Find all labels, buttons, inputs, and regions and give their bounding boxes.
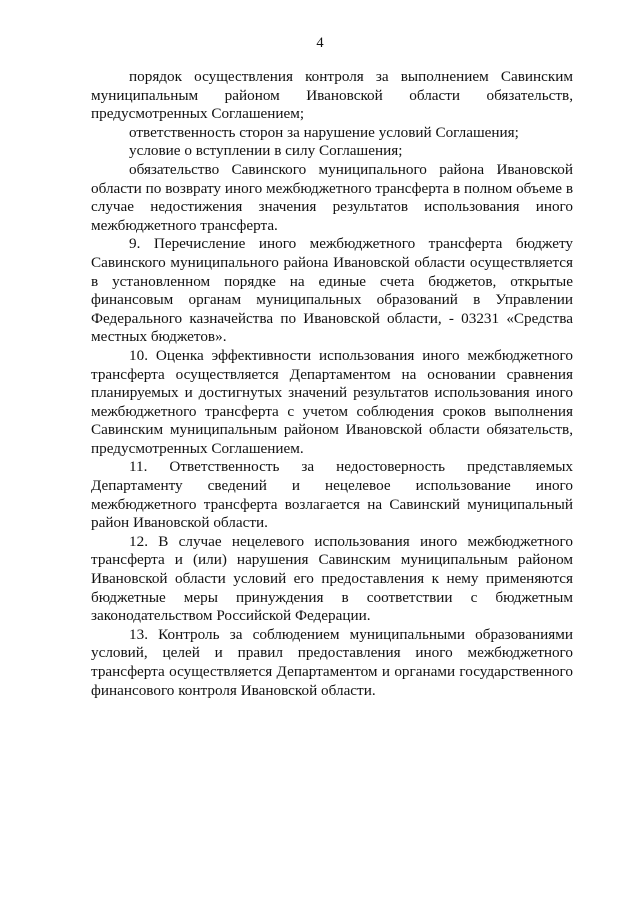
page-number: 4 <box>316 35 324 51</box>
paragraph-9-transfer: 9. Перечисление иного межбюджетного трансферта бюджету Савинского муниципального района Ивановской области осуществляется в установленном порядке на единые счета бюджетов, открытые финансовым органам муниципальных образований в Управлении Федерального казначейства по Ивановской области, - 03231 «Средства местных бюджетов». <box>91 235 573 346</box>
paragraph-12-misuse: 12. В случае нецелевого использования иного межбюджетного трансферта и (или) нарушения Савинским муниципальным районом Ивановской области условий его предоставления к нему применяются бюджетные меры принуждения в соответствии с бюджетным законодательством Российской Федерации. <box>91 532 573 625</box>
paragraph-11-responsibility: 11. Ответственность за недостоверность представляемых Департаменту сведений и нецелевое использование иного межбюджетного трансферта возлагается на Савинский муниципальный район Ивановской области. <box>91 458 573 532</box>
paragraph-liability-of-parties: ответственность сторон за нарушение условий Соглашения; <box>129 123 519 141</box>
paragraph-control-procedure: порядок осуществления контроля за выполнением Савинским муниципальным районом Ивановской области обязательств, предусмотренных Соглашением; <box>91 68 573 123</box>
paragraph-10-efficiency: 10. Оценка эффективности использования иного межбюджетного трансферта осуществляется Департаментом на основании сравнения планируемых и достигнутых значений результатов использования иного межбюджетного трансферта с учетом соблюдения сроков выполнения Савинским муниципальным районом Ивановской области обязательств, предусмотренных Соглашением. <box>91 346 573 457</box>
paragraph-entry-into-force: условие о вступлении в силу Соглашения; <box>129 142 403 160</box>
paragraph-13-control: 13. Контроль за соблюдением муниципальными образованиями условий, целей и правил предоставления иного межбюджетного трансферта осуществляется Департаментом и органами государственного финансового контроля Ивановской области. <box>91 625 573 699</box>
paragraph-refund-obligation: обязательство Савинского муниципального района Ивановской области по возврату иного межбюджетного трансферта в полном объеме в случае недостижения значения результатов использования иного межбюджетного трансферта. <box>91 160 573 234</box>
document-body <box>91 68 573 700</box>
